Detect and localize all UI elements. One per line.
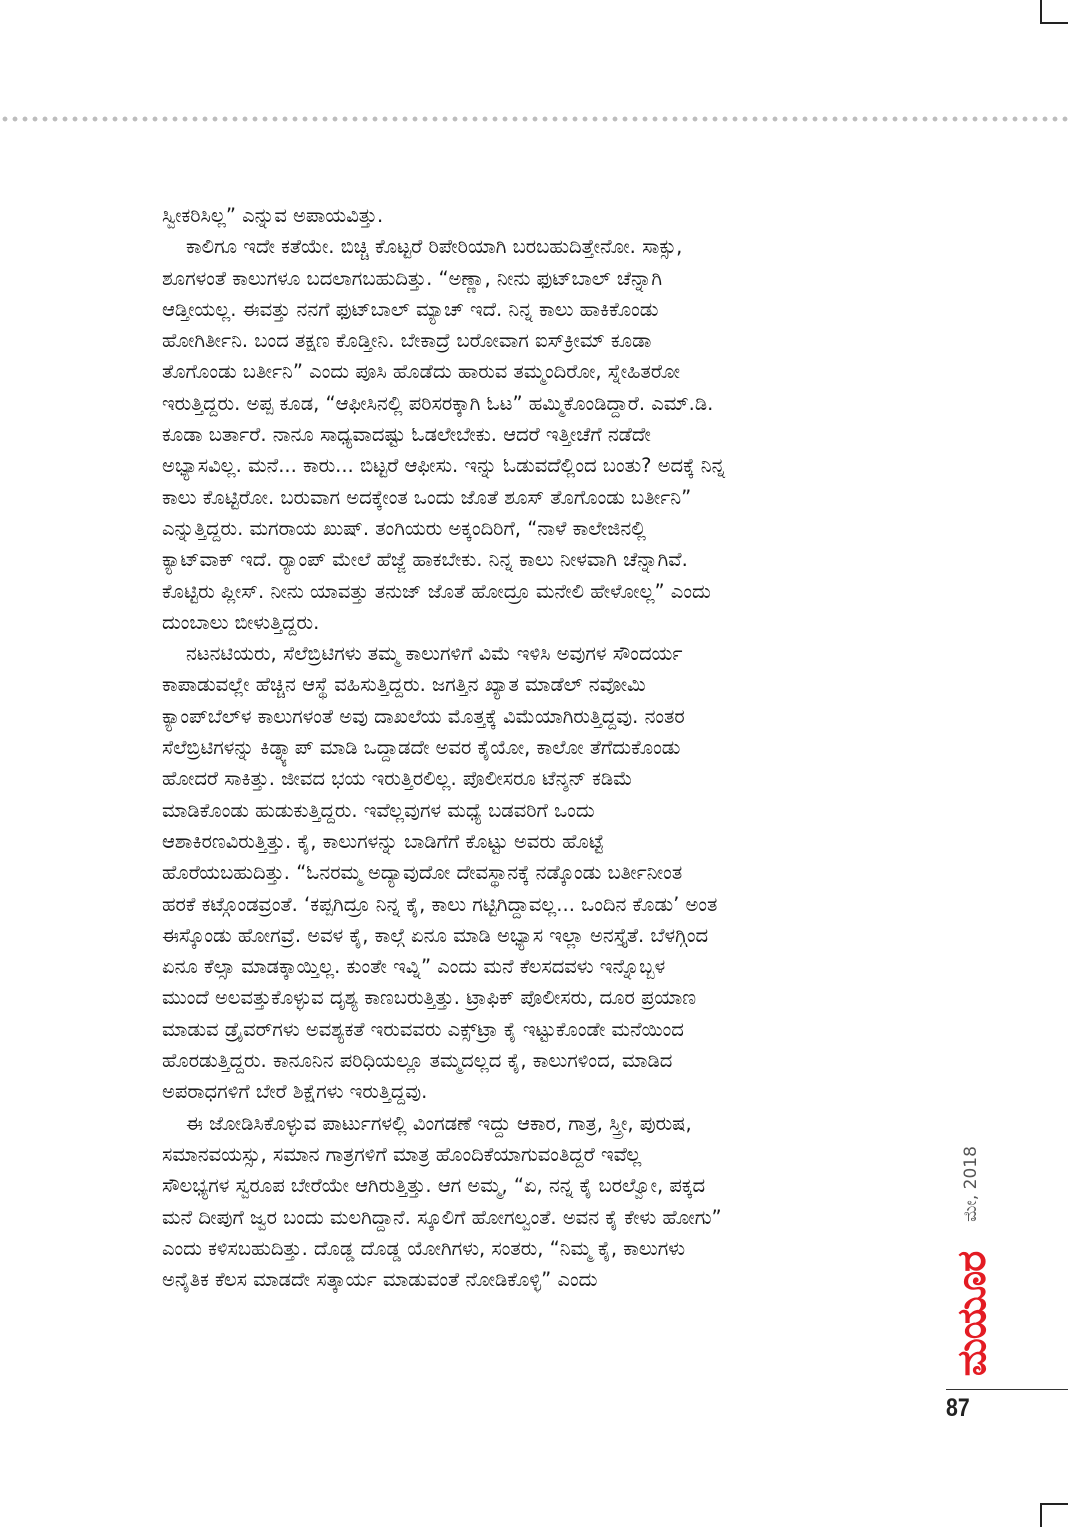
issue-date — [946, 1136, 996, 1232]
text-line: ಮುಂದೆ ಅಲವತ್ತುಕೊಳ್ಳುವ ದೃಶ್ಯ ಕಾಣಬರುತ್ತಿತ್ತು. ಟ್ರಾಫಿಕ್ ಪೊಲೀಸರು, ದೂರ ಪ್ರಯಾಣ — [162, 986, 697, 1010]
text-line: ಕೂಡಾ ಬರ್ತಾರೆ. ನಾನೂ ಸಾಧ್ಯವಾದಷ್ಟು ಓಡಲೇಬೇಕು. ಆದರೆ ಇತ್ತೀಚೆಗೆ ನಡೆದೇ — [162, 423, 651, 447]
paragraph — [162, 200, 914, 231]
text-line: ನಟನಟಿಯರು, ಸೆಲೆಬ್ರಿಟಿಗಳು ತಮ್ಮ ಕಾಲುಗಳಿಗೆ ವಿಮೆ ಇಳಿಸಿ ಅವುಗಳ ಸೌಂದರ್ಯ — [186, 642, 683, 666]
dotted-divider — [0, 114, 1072, 124]
text-line: ಇರುತ್ತಿದ್ದರು. ಅಪ್ಪ ಕೂಡ, “ಆಫೀಸಿನಲ್ಲಿ ಪರಿಸರಕ್ಕಾಗಿ ಓಟ” ಹಮ್ಮಿಕೊಂಡಿದ್ದಾರೆ. ಎಮ್.ಡಿ. — [162, 391, 714, 415]
text-line: ಹೋಗಿರ್ತೀನಿ. ಬಂದ ತಕ್ಷಣ ಕೊಡ್ತೀನಿ. ಬೇಕಾದ್ರೆ ಬರೋವಾಗ ಐಸ್‌ಕ್ರೀಮ್ ಕೂಡಾ — [162, 329, 652, 353]
text-line: ಈ ಜೋಡಿಸಿಕೊಳ್ಳುವ ಪಾರ್ಟುಗಳಲ್ಲಿ ವಿಂಗಡಣೆ ಇದ್ದು ಆಕಾರ, ಗಾತ್ರ, ಸ್ತ್ರೀ, ಪುರುಷ, — [186, 1111, 692, 1135]
text-line: ಮಾಡುವ ಡ್ರೈವರ್‌ಗಳು ಅವಶ್ಯಕತೆ ಇರುವವರು ಎಕ್ಸ್‌ಟ್ರಾ ಕೈ ಇಟ್ಟುಕೊಂಡೇ ಮನೆಯಿಂದ — [162, 1017, 684, 1041]
text-line: ಕೊಟ್ಟಿರು ಪ್ಲೀಸ್. ನೀನು ಯಾವತ್ತು ತನುಜ್ ಜೊತೆ ಹೋದ್ರೂ ಮನೇಲಿ ಹೇಳೋಲ್ಲ” ಎಂದು — [162, 579, 711, 603]
text-line: ಕ್ಯಾಟ್‌ವಾಕ್ ಇದೆ. ರ್‍ಯಾಂಪ್ ಮೇಲೆ ಹೆಜ್ಜೆ ಹಾಕಬೇಕು. ನಿನ್ನ ಕಾಲು ನೀಳವಾಗಿ ಚೆನ್ನಾಗಿವೆ. — [162, 548, 688, 572]
text-line: ಹೊರೆಯಬಹುದಿತ್ತು. “ಓನರಮ್ಮ ಅದ್ಯಾವುದೋ ದೇವಸ್ಥಾನಕ್ಕೆ ನಡ್ಕೊಂಡು ಬರ್ತೀನೀಂತ — [162, 861, 683, 885]
text-line: ಏನೂ ಕೆಲ್ಸಾ ಮಾಡಕ್ಕಾಯ್ತಿಲ್ಲ. ಕುಂತೇ ಇವ್ನಿ” ಎಂದು ಮನೆ ಕೆಲಸದವಳು ಇನ್ನೊಬ್ಬಳ — [162, 955, 666, 979]
crop-mark-top — [1040, 0, 1068, 24]
text-line: ಅಪರಾಧಗಳಿಗೆ ಬೇರೆ ಶಿಕ್ಷೆಗಳು ಇರುತ್ತಿದ್ದವು. — [162, 1080, 428, 1104]
text-line: ಹರಕೆ ಕಟ್ಗೊಂಡವ್ರಂತೆ. ‘ಕಪ್ಪಗಿದ್ರೂ ನಿನ್ನ ಕೈ, ಕಾಲು ಗಟ್ಟಿಗಿದ್ದಾವಲ್ಲ... ಒಂದಿನ ಕೊಡು’ ಅಂತ — [162, 892, 718, 916]
text-line: ಕಾಪಾಡುವಲ್ಲೇ ಹೆಚ್ಚಿನ ಆಸ್ಥೆ ವಹಿಸುತ್ತಿದ್ದರು. ಜಗತ್ತಿನ ಖ್ಯಾತ ಮಾಡೆಲ್ ನವೋಮಿ — [162, 673, 646, 697]
text-line: ಮಾಡಿಕೊಂಡು ಹುಡುಕುತ್ತಿದ್ದರು. ಇವೆಲ್ಲವುಗಳ ಮಧ್ಯೆ ಬಡವರಿಗೆ ಒಂದು — [162, 798, 595, 822]
text-line: ತೊಗೊಂಡು ಬರ್ತೀನಿ” ಎಂದು ಪೂಸಿ ಹೊಡೆದು ಹಾರುವ ತಮ್ಮಂದಿರೋ, ಸ್ನೇಹಿತರೋ — [162, 360, 681, 384]
page-number: 87 — [946, 1394, 970, 1422]
text-line: ಸೆಲೆಬ್ರಿಟಿಗಳನ್ನು ಕಿಡ್ನ್ಯಾಪ್ ಮಾಡಿ ಒದ್ದಾಡದೇ ಅವರ ಕೈಯೋ, ಕಾಲೋ ತೆಗೆದುಕೊಂಡು — [162, 736, 681, 760]
text-line: ಆಡ್ತೀಯಲ್ಲ. ಈವತ್ತು ನನಗೆ ಫುಟ್‌ಬಾಲ್ ಮ್ಯಾಚ್ ಇದೆ. ನಿನ್ನ ಕಾಲು ಹಾಕಿಕೊಂಡು — [162, 297, 659, 321]
text-line: ಅಭ್ಯಾಸವಿಲ್ಲ. ಮನೆ... ಕಾರು... ಬಿಟ್ಟರೆ ಆಫೀಸು. ಇನ್ನು ಓಡುವದೆಲ್ಲಿಂದ ಬಂತು? ಅದಕ್ಕೆ ನಿನ್ನ — [162, 454, 726, 478]
crop-mark-bottom — [1040, 1503, 1068, 1527]
paragraph — [162, 231, 914, 638]
page-number-rule — [946, 1389, 1068, 1390]
paragraph — [162, 1108, 914, 1296]
text-line: ಸಮಾನವಯಸ್ಸು, ಸಮಾನ ಗಾತ್ರಗಳಿಗೆ ಮಾತ್ರ ಹೊಂದಿಕೆಯಾಗುವಂತಿದ್ದರೆ ಇವೆಲ್ಲ — [162, 1142, 642, 1166]
text-line: ಹೋದರೆ ಸಾಕಿತ್ತು. ಜೀವದ ಭಯ ಇರುತ್ತಿರಲಿಲ್ಲ. ಪೊಲೀಸರೂ ಟೆನ್ಶನ್ ಕಡಿಮೆ — [162, 767, 633, 791]
text-line: ದುಂಬಾಲು ಬೀಳುತ್ತಿದ್ದರು. — [162, 610, 320, 634]
text-line: ಸ್ವೀಕರಿಸಿಲ್ಲ” ಎನ್ನುವ ಅಪಾಯವಿತ್ತು. — [162, 204, 384, 227]
text-line: ಹೊರಡುತ್ತಿದ್ದರು. ಕಾನೂನಿನ ಪರಿಧಿಯಲ್ಲೂ ತಮ್ಮದಲ್ಲದ ಕೈ, ಕಾಲುಗಳಿಂದ, ಮಾಡಿದ — [162, 1049, 673, 1073]
text-line: ಈಸ್ಕೊಂಡು ಹೋಗವ್ರೆ. ಅವಳ ಕೈ, ಕಾಲ್ಗೆ ಏನೂ ಮಾಡಿ ಅಭ್ಯಾಸ ಇಲ್ಲಾ ಅನಸ್ತೈತೆ. ಬೆಳಗ್ಗಿಂದ — [162, 923, 709, 947]
text-line: ಕ್ಯಾಂಪ್‌ಬೆಲ್‌ಳ ಕಾಲುಗಳಂತೆ ಅವು ದಾಖಲೆಯ ಮೊತ್ತಕ್ಕೆ ವಿಮೆಯಾಗಿರುತ್ತಿದ್ದವು. ನಂತರ — [162, 704, 685, 728]
text-line: ಶೂಗಳಂತೆ ಕಾಲುಗಳೂ ಬದಲಾಗಬಹುದಿತ್ತು. “ಅಣ್ಣಾ, ನೀನು ಫುಟ್‌ಬಾಲ್ ಚೆನ್ನಾಗಿ — [162, 266, 663, 290]
text-line: ಅನೈತಿಕ ಕೆಲಸ ಮಾಡದೇ ಸತ್ಕಾರ್ಯ ಮಾಡುವಂತೆ ನೋಡಿಕೊಳ್ಳಿ” ಎಂದು — [162, 1268, 598, 1292]
text-line: ಸೌಲಭ್ಯಗಳ ಸ್ವರೂಪ ಬೇರೆಯೇ ಆಗಿರುತ್ತಿತ್ತು. ಆಗ ಅಮ್ಮ, “ಏ, ನನ್ನ ಕೈ ಬರಲ್ವೋ, ಪಕ್ಕದ — [162, 1174, 706, 1198]
text-line: ಎನ್ನುತ್ತಿದ್ದರು. ಮಗರಾಯ ಖುಷ್. ತಂಗಿಯರು ಅಕ್ಕಂದಿರಿಗೆ, “ನಾಳೆ ಕಾಲೇಜಿನಲ್ಲಿ — [162, 516, 646, 540]
issue-date-text: ಮೇ, 2018 — [961, 1146, 981, 1222]
magazine-name: ಮಯೂರ — [949, 1251, 995, 1377]
article-body — [162, 200, 914, 1295]
text-line: ಎಂದು ಕಳಿಸಬಹುದಿತ್ತು. ದೊಡ್ಡ ದೊಡ್ಡ ಯೋಗಿಗಳು, ಸಂತರು, “ನಿಮ್ಮ ಕೈ, ಕಾಲುಗಳು — [162, 1236, 686, 1260]
text-line: ಮನೆ ದೀಪುಗೆ ಜ್ವರ ಬಂದು ಮಲಗಿದ್ದಾನೆ. ಸ್ಕೂಲಿಗೆ ಹೋಗಲ್ವಂತೆ. ಅವನ ಕೈ ಕೇಳು ಹೋಗು” — [162, 1205, 722, 1229]
magazine-logo — [940, 1244, 1004, 1384]
text-line: ಆಶಾಕಿರಣವಿರುತ್ತಿತ್ತು. ಕೈ, ಕಾಲುಗಳನ್ನು ಬಾಡಿಗೆಗೆ ಕೊಟ್ಟು ಅವರು ಹೊಟ್ಟೆ — [162, 829, 604, 853]
text-line: ಕಾಲಿಗೂ ಇದೇ ಕತೆಯೇ. ಬಿಚ್ಚಿ ಕೊಟ್ಟರೆ ರಿಪೇರಿಯಾಗಿ ಬರಬಹುದಿತ್ತೇನೋ. ಸಾಕ್ಸು, — [186, 235, 683, 259]
paragraph — [162, 638, 914, 1107]
text-line: ಕಾಲು ಕೊಟ್ಟಿರೋ. ಬರುವಾಗ ಅದಕ್ಕೇಂತ ಒಂದು ಜೊತೆ ಶೂಸ್ ತೊಗೊಂಡು ಬರ್ತೀನಿ” — [162, 485, 692, 509]
